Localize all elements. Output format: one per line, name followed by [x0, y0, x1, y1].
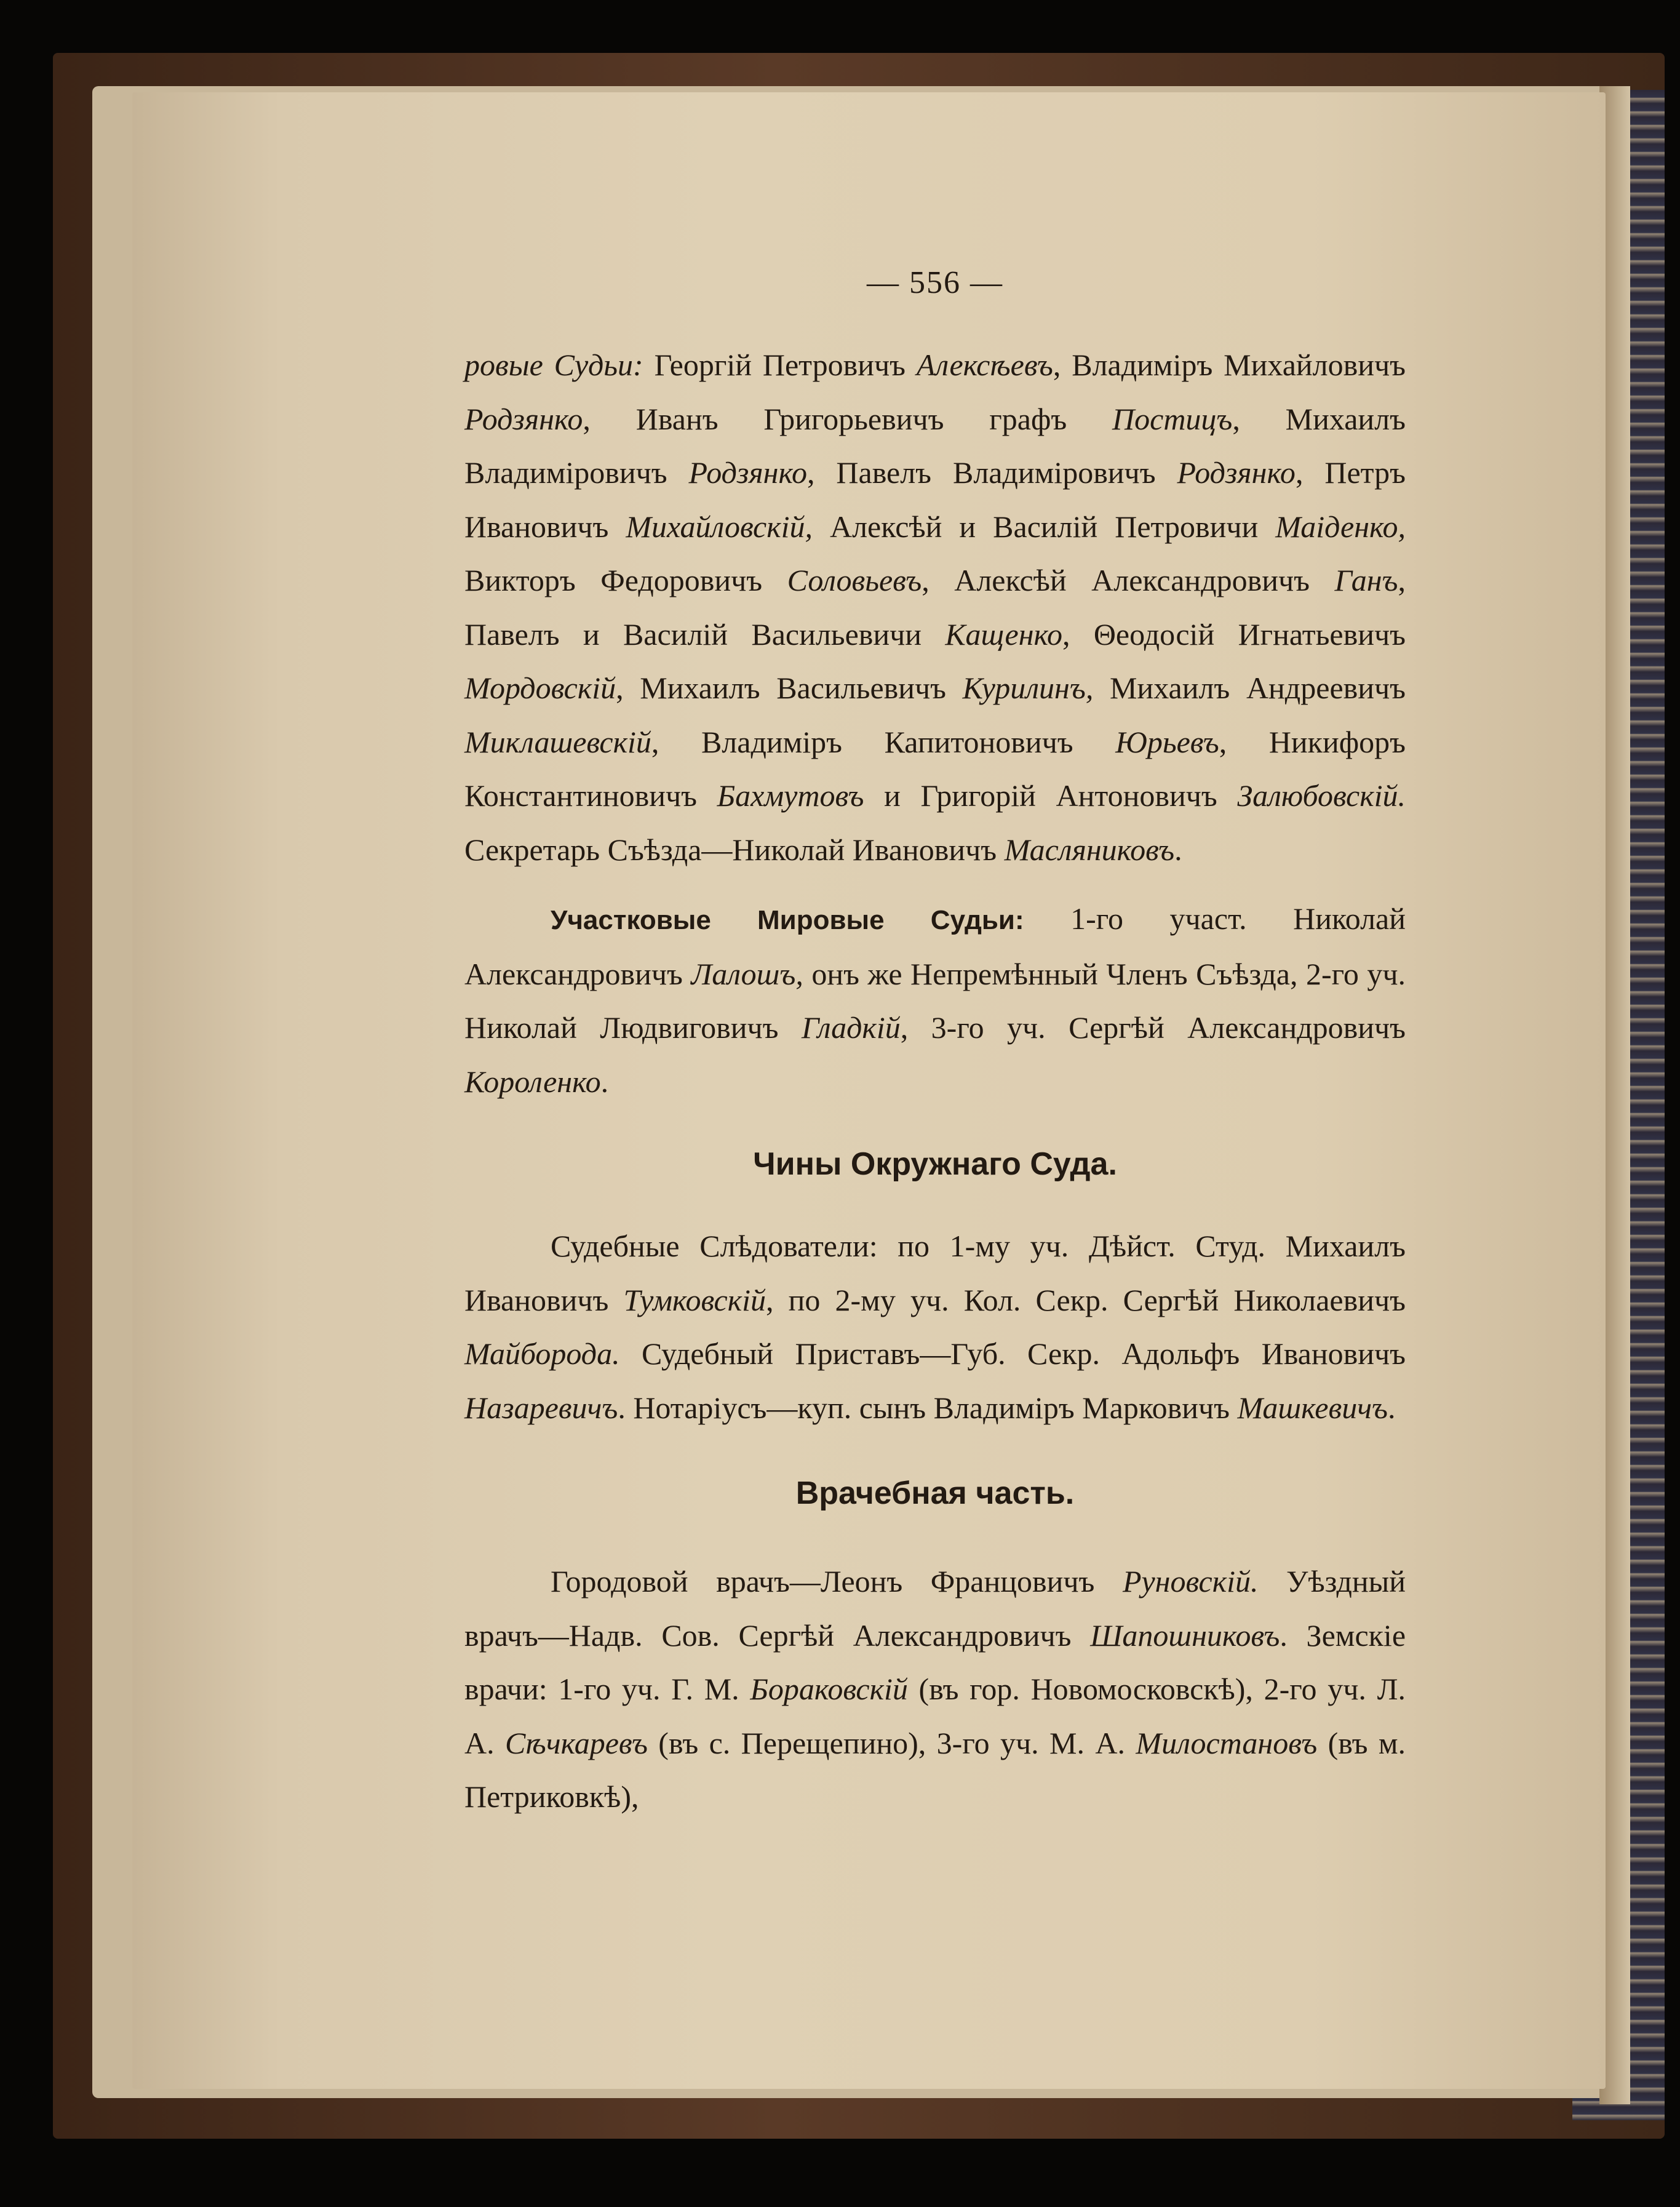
text-run: , по 2-му уч. Кол. Секр. Сергѣй Николаевичъ	[766, 1282, 1406, 1317]
text-run: .	[600, 1064, 609, 1099]
text-run: , Владиміръ Михайловичъ	[1053, 348, 1406, 382]
text-run: Юрьевъ	[1115, 724, 1219, 759]
paragraph-doctors	[464, 1555, 1406, 1824]
text-run: Масляниковъ	[1004, 832, 1175, 867]
text-run: Георгій Петровичъ	[643, 348, 917, 382]
text-run: Постицъ	[1112, 401, 1233, 436]
spacer	[464, 877, 1406, 892]
paragraph-district-justices	[464, 892, 1406, 1109]
section-label: Участковые Мировые Судьи:	[551, 905, 1024, 935]
text-run: , Михаилъ Владиміровичъ	[464, 401, 1406, 490]
text-run: Миклашевскій	[464, 724, 651, 759]
text-run: Михаилъ Андреевичъ	[1093, 671, 1406, 705]
text-run: , Иванъ Григорьевичъ графъ	[583, 401, 1113, 436]
text-run: Алексѣевъ	[916, 348, 1053, 382]
text-run: Михайловскій,	[626, 509, 813, 544]
text-run: (въ с. Перещепино), 3-го уч. М. А.	[647, 1725, 1136, 1760]
text-run: .	[1174, 832, 1182, 867]
paragraph-court-officials	[464, 1219, 1406, 1435]
page-text-block	[464, 252, 1406, 1824]
text-run: Родзянко	[688, 455, 807, 490]
text-run: Кащенко	[945, 617, 1063, 652]
text-run: Сѣчкаревъ	[505, 1725, 648, 1760]
text-run: Милостановъ	[1136, 1725, 1318, 1760]
text-run: Алексѣй и Василій Петровичи	[813, 509, 1276, 544]
page-number: — 556 —	[867, 265, 1003, 300]
text-run: и Григорій Антоновичъ	[864, 778, 1238, 813]
text-run: Короленко	[464, 1064, 601, 1099]
text-run: Тумковскій	[623, 1282, 766, 1317]
text-run: Маіденко,	[1275, 509, 1406, 544]
text-run: онъ же Непремѣнный Членъ Съѣзда, 2-го уч. Николай Людвиговичъ	[464, 956, 1406, 1045]
text-run: , Петръ Ивановичъ	[464, 455, 1406, 544]
text-run: Родзянко	[1177, 455, 1296, 490]
text-run: , Никифоръ Константиновичъ	[464, 724, 1406, 813]
text-run: Бораковскій	[750, 1672, 908, 1706]
text-run: , Павелъ Владиміровичъ	[806, 455, 1177, 490]
text-run: Родзянко	[464, 401, 583, 436]
text-run: Майборода.	[464, 1336, 620, 1371]
text-run: , Алексѣй Александровичъ	[922, 563, 1335, 597]
section-heading-court: Чины Окружнаго Суда.	[753, 1146, 1117, 1182]
text-run: (въ гор. Новомосковскѣ), 2-го уч. Л. А.	[464, 1672, 1406, 1760]
text-run: . Земскіе врачи: 1-го уч. Г. М.	[464, 1618, 1406, 1706]
text-run: Мордовскій	[464, 671, 616, 705]
text-run: Городовой врачъ—Леонъ Францовичъ	[551, 1564, 1123, 1598]
text-run: Секретарь Съѣзда—Николай Ивановичъ	[464, 832, 1005, 867]
text-run: , 3-го уч. Сергѣй Александровичъ	[900, 1010, 1406, 1045]
text-run: Курилинъ,	[962, 671, 1094, 705]
text-run: , Θеодосій Игнатьевичъ	[1062, 617, 1406, 652]
text-run: Лалошъ,	[691, 956, 803, 991]
text-run: ровые Судьи:	[464, 348, 643, 382]
section-heading-medical: Врачебная часть.	[795, 1475, 1075, 1511]
text-run: Ганъ	[1334, 563, 1398, 597]
text-run: Судебные Слѣдователи: по 1-му уч. Дѣйст. Студ. Михаилъ Ивановичъ	[464, 1229, 1406, 1317]
text-run: Бахмутовъ	[717, 778, 864, 813]
text-run: (въ м. Петриковкѣ),	[464, 1725, 1406, 1814]
text-run: , Михаилъ Васильевичъ	[616, 671, 963, 705]
text-run: Соловьевъ	[787, 563, 922, 597]
text-run: Судебный Приставъ—Губ. Секр. Адольфъ Ивановичъ	[619, 1336, 1406, 1371]
text-run: Уѣздный врачъ—Надв. Сов. Сергѣй Александровичъ	[464, 1564, 1406, 1653]
paragraph-justices	[464, 338, 1406, 877]
text-run: Шапошниковъ	[1090, 1618, 1280, 1653]
text-run: 1-го участ. Николай Александровичъ	[464, 901, 1406, 991]
text-run: Викторъ Федоровичъ	[464, 563, 787, 597]
text-run: Руновскій.	[1122, 1564, 1259, 1598]
text-run: , Павелъ и Василій Васильевичи	[464, 563, 1406, 652]
text-run: Назаревичъ	[464, 1390, 618, 1425]
text-run: Гладкій	[801, 1010, 901, 1045]
text-run: Машкевичъ	[1237, 1390, 1388, 1425]
text-run: , Владиміръ Капитоновичъ	[651, 724, 1116, 759]
text-run: Залюбовскій.	[1237, 778, 1406, 813]
text-run: .	[1388, 1390, 1396, 1425]
text-run: . Нотаріусъ—куп. сынъ Владиміръ Марковичъ	[618, 1390, 1238, 1425]
